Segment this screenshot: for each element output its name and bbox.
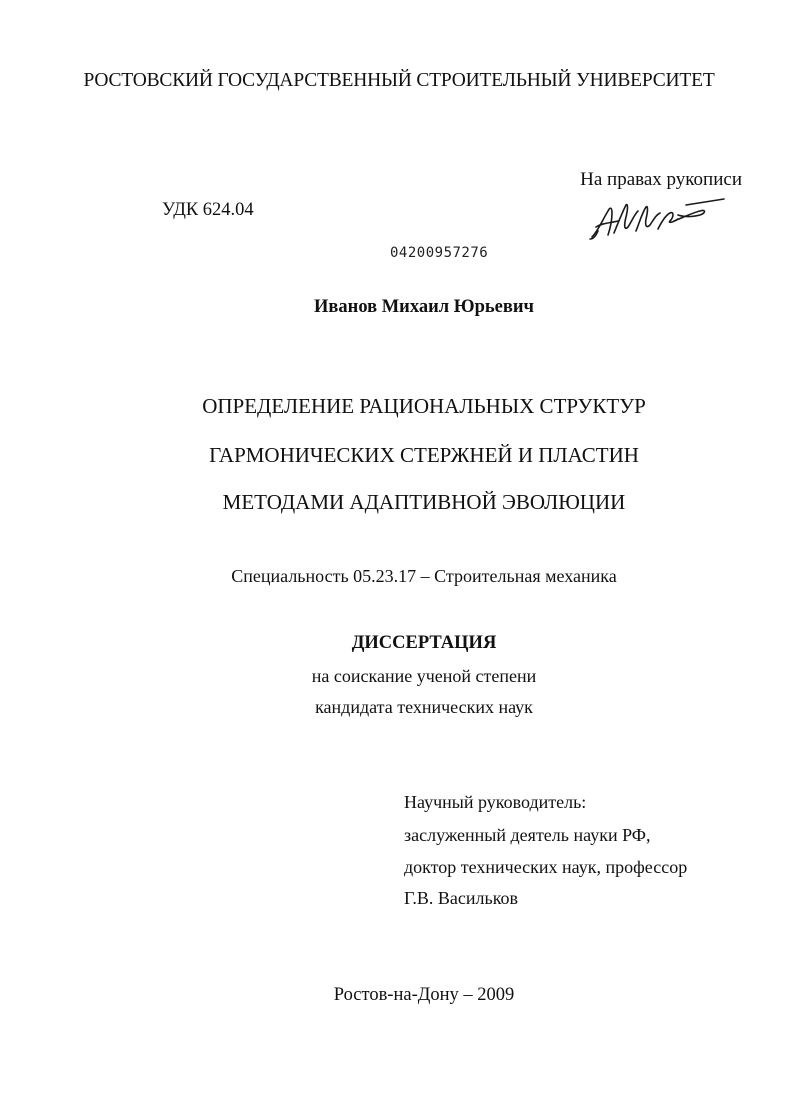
advisor-label: Научный руководитель:: [404, 792, 587, 812]
registration-number: 04200957276: [390, 245, 489, 261]
advisor-name: Г.В. Васильков: [404, 888, 519, 908]
dissertation-title-line-1: ОПРЕДЕЛЕНИЕ РАЦИОНАЛЬНЫХ СТРУКТУР: [202, 394, 646, 418]
dissertation-title-line-2: ГАРМОНИЧЕСКИХ СТЕРЖНЕЙ И ПЛАСТИН: [209, 443, 639, 467]
author-name: Иванов Михаил Юрьевич: [314, 297, 534, 317]
university-name: РОСТОВСКИЙ ГОСУДАРСТВЕННЫЙ СТРОИТЕЛЬНЫЙ УНИВЕРСИТЕТ: [83, 70, 715, 91]
dissertation-heading: ДИССЕРТАЦИЯ: [351, 633, 497, 653]
advisor-title-2: доктор технических наук, профессор: [404, 857, 688, 877]
udk-code: УДК 624.04: [162, 200, 254, 220]
advisor-title-1: заслуженный деятель науки РФ,: [404, 825, 651, 845]
degree-line-1: на соискание ученой степени: [311, 666, 537, 686]
dissertation-title-line-3: МЕТОДАМИ АДАПТИВНОЙ ЭВОЛЮЦИИ: [222, 490, 626, 514]
city-year: Ростов-на-Дону – 2009: [333, 985, 515, 1005]
manuscript-note: На правах рукописи: [580, 169, 742, 190]
handwritten-signature: [588, 193, 728, 243]
specialty: Специальность 05.23.17 – Строительная механика: [231, 566, 617, 586]
degree-line-2: кандидата технических наук: [315, 697, 533, 717]
